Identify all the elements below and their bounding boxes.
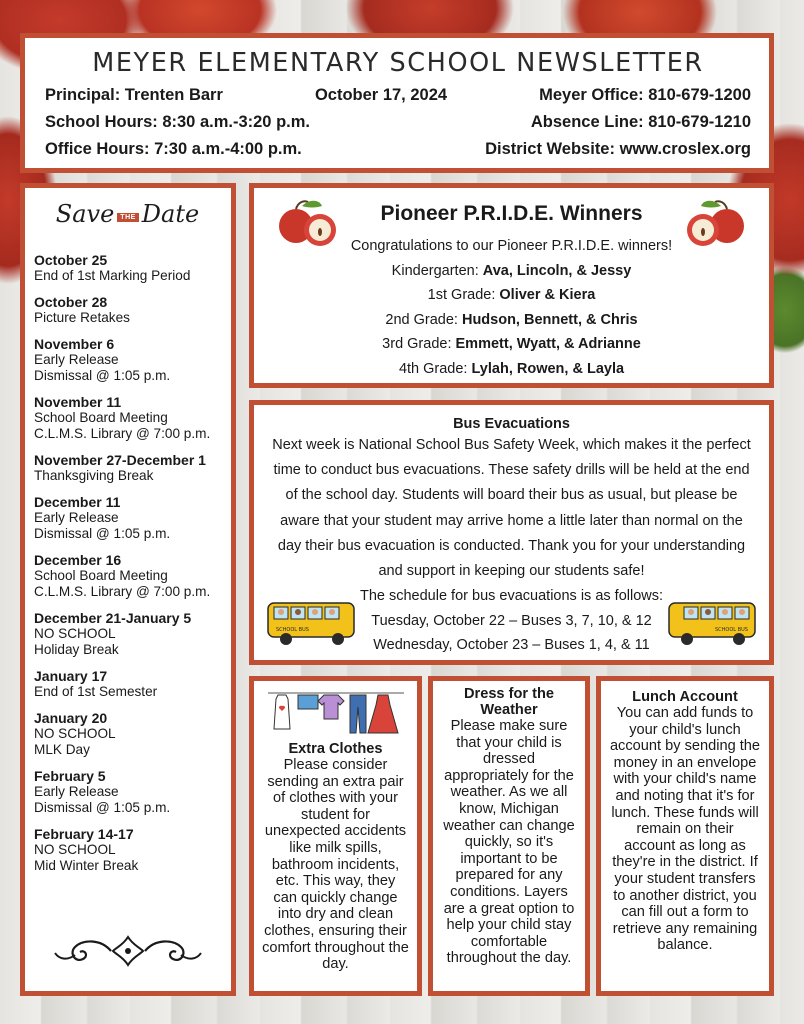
calendar-event xyxy=(34,394,231,442)
flourish-ornament-icon xyxy=(53,931,203,971)
event-detail: NO SCHOOL xyxy=(34,626,116,641)
event-detail: School Board Meeting xyxy=(34,568,168,583)
event-detail: NO SCHOOL xyxy=(34,726,116,741)
calendar-event xyxy=(34,610,231,658)
calendar-event xyxy=(34,768,231,816)
event-detail: Picture Retakes xyxy=(34,310,130,325)
calendar-event xyxy=(34,668,231,700)
principal-name: Principal: Trenten Barr xyxy=(45,86,223,104)
event-detail: Early Release xyxy=(34,784,119,799)
save-the-date-logo-left: Save xyxy=(55,200,115,228)
header-row-2 xyxy=(45,109,751,136)
bus-title: Bus Evacuations xyxy=(453,416,570,432)
pride-grade-line xyxy=(264,308,759,333)
pride-intro: Congratulations to our Pioneer P.R.I.D.E. winners! xyxy=(350,238,673,254)
event-date: December 16 xyxy=(34,552,122,568)
pride-grade-line xyxy=(264,259,759,284)
pride-grade-line xyxy=(264,283,759,308)
bus-body: Next week is National School Bus Safety Week, which makes it the perfect time to conduct bus evacuations. These safety drills will be held at the end of the school day. Students will board their bus as usual, but please be aware that your student may arrive home a little later than normal on the day their bus evacuation is conducted. Thank you for your understanding and support in keeping our students safe! xyxy=(272,437,751,580)
newsletter-date: October 17, 2024 xyxy=(314,86,448,104)
event-date: January 20 xyxy=(34,710,108,726)
calendar-event xyxy=(34,710,231,758)
event-detail: Early Release xyxy=(34,352,119,367)
event-detail: School Board Meeting xyxy=(34,410,168,425)
event-date: January 17 xyxy=(34,668,108,684)
calendar-event xyxy=(34,552,231,600)
event-detail: End of 1st Marking Period xyxy=(34,268,191,283)
apple-icon xyxy=(276,196,342,250)
bus-schedule-item: Tuesday, October 22 – Buses 3, 7, 10, & 12 xyxy=(371,612,652,629)
event-detail: Dismissal @ 1:05 p.m. xyxy=(34,526,171,541)
district-website-link[interactable]: District Website: www.croslex.org xyxy=(485,140,751,158)
school-bus-icon xyxy=(665,595,757,647)
calendar-event xyxy=(34,294,231,326)
bus-schedule-intro: The schedule for bus evacuations is as follows: xyxy=(359,588,664,605)
event-detail: End of 1st Semester xyxy=(34,684,158,699)
school-bus-icon xyxy=(266,595,358,647)
save-the-date-logo-right: Date xyxy=(141,200,200,228)
extra-clothes-body: Please consider sending an extra pair of clothes with your student for unexpected accidents like milk spills, bathroom incidents, etc. This way, they can quickly change into dry and clean clothes, ensuring their comfort throughout the day. xyxy=(262,757,409,973)
office-hours: Office Hours: 7:30 a.m.-4:00 p.m. xyxy=(45,140,302,158)
winner-names: Hudson, Bennett, & Chris xyxy=(461,311,638,328)
grade-label: 3rd Grade: xyxy=(382,336,456,353)
calendar-event xyxy=(34,452,231,484)
save-the-date-logo xyxy=(34,200,231,238)
lunch-account-title: Lunch Account xyxy=(632,689,738,705)
event-date: February 14-17 xyxy=(34,826,134,842)
clothesline-icon xyxy=(266,689,406,737)
winner-names: Emmett, Wyatt, & Adrianne xyxy=(455,336,641,353)
event-detail: NO SCHOOL xyxy=(34,842,116,857)
grade-label: 2nd Grade: xyxy=(385,311,462,328)
event-date: November 11 xyxy=(34,394,122,410)
dress-for-weather-panel xyxy=(428,676,590,996)
office-phone: Meyer Office: 810-679-1200 xyxy=(539,86,751,104)
bus-schedule-item: Wednesday, October 23 – Buses 1, 4, & 11 xyxy=(373,637,650,654)
event-date: November 6 xyxy=(34,336,115,352)
event-date: December 21-January 5 xyxy=(34,610,192,626)
bus-sign-right: SCHOOL BUS xyxy=(715,627,748,633)
event-date: February 5 xyxy=(34,768,106,784)
pride-winners-panel xyxy=(249,183,774,388)
extra-clothes-panel xyxy=(249,676,422,996)
apple-icon xyxy=(681,196,747,250)
newsletter-title: MEYER ELEMENTARY SCHOOL NEWSLETTER xyxy=(92,48,704,78)
calendar-event xyxy=(34,826,231,874)
header-row-1 xyxy=(45,82,751,109)
event-detail: Dismissal @ 1:05 p.m. xyxy=(34,800,171,815)
winner-names: Lylah, Rowen, & Layla xyxy=(471,360,625,377)
event-detail: Mid Winter Break xyxy=(34,858,139,873)
absence-line: Absence Line: 810-679-1210 xyxy=(530,113,751,131)
event-detail: Early Release xyxy=(34,510,119,525)
dress-for-weather-body: Please make sure that your child is dressed appropriately for the weather. As we all know, Michigan weather can change quickly, so it's important to be prepared for any conditions. Layers are a great option to help your child stay comfortable throughout the day. xyxy=(443,718,575,967)
event-date: December 11 xyxy=(34,494,121,510)
event-detail: Dismissal @ 1:05 p.m. xyxy=(34,368,171,383)
dress-for-weather-title: Dress for the Weather xyxy=(463,686,555,718)
grade-label: 4th Grade: xyxy=(398,360,472,377)
calendar-event xyxy=(34,252,231,284)
save-the-date-logo-mid: THE xyxy=(117,213,139,222)
save-the-date-panel xyxy=(20,183,236,996)
pride-grade-line xyxy=(264,332,759,357)
calendar-event xyxy=(34,336,231,384)
calendar-event xyxy=(34,494,231,542)
event-date: November 27-December 1 xyxy=(34,452,206,468)
event-date: October 25 xyxy=(34,252,108,268)
event-detail: MLK Day xyxy=(34,742,90,757)
school-hours: School Hours: 8:30 a.m.-3:20 p.m. xyxy=(45,113,310,131)
lunch-account-body: You can add funds to your child's lunch account by sending the money in an envelope with your child's name and noting that it's for lunch. These funds will remain on their account as long as they're in the district. If your student transfers to another district, you can fill out a form to retrieve any remaining balance. xyxy=(609,705,761,954)
pride-title: Pioneer P.R.I.D.E. Winners xyxy=(380,202,643,225)
bus-sign-left: SCHOOL BUS xyxy=(276,627,309,633)
event-detail: Thanksgiving Break xyxy=(34,468,154,483)
lunch-account-panel xyxy=(596,676,774,996)
pride-grade-line xyxy=(264,357,759,382)
pride-grade-list xyxy=(264,259,759,382)
event-detail: C.L.M.S. Library @ 7:00 p.m. xyxy=(34,584,211,599)
newsletter-header xyxy=(20,33,774,173)
winner-names: Oliver & Kiera xyxy=(499,287,596,304)
bus-evacuations-panel xyxy=(249,400,774,665)
grade-label: Kindergarten: xyxy=(391,262,483,279)
header-row-3 xyxy=(45,136,751,163)
event-date: October 28 xyxy=(34,294,108,310)
grade-label: 1st Grade: xyxy=(427,287,500,304)
extra-clothes-title: Extra Clothes xyxy=(288,741,383,757)
event-list xyxy=(34,252,231,874)
winner-names: Ava, Lincoln, & Jessy xyxy=(482,262,632,279)
event-detail: C.L.M.S. Library @ 7:00 p.m. xyxy=(34,426,211,441)
event-detail: Holiday Break xyxy=(34,642,119,657)
